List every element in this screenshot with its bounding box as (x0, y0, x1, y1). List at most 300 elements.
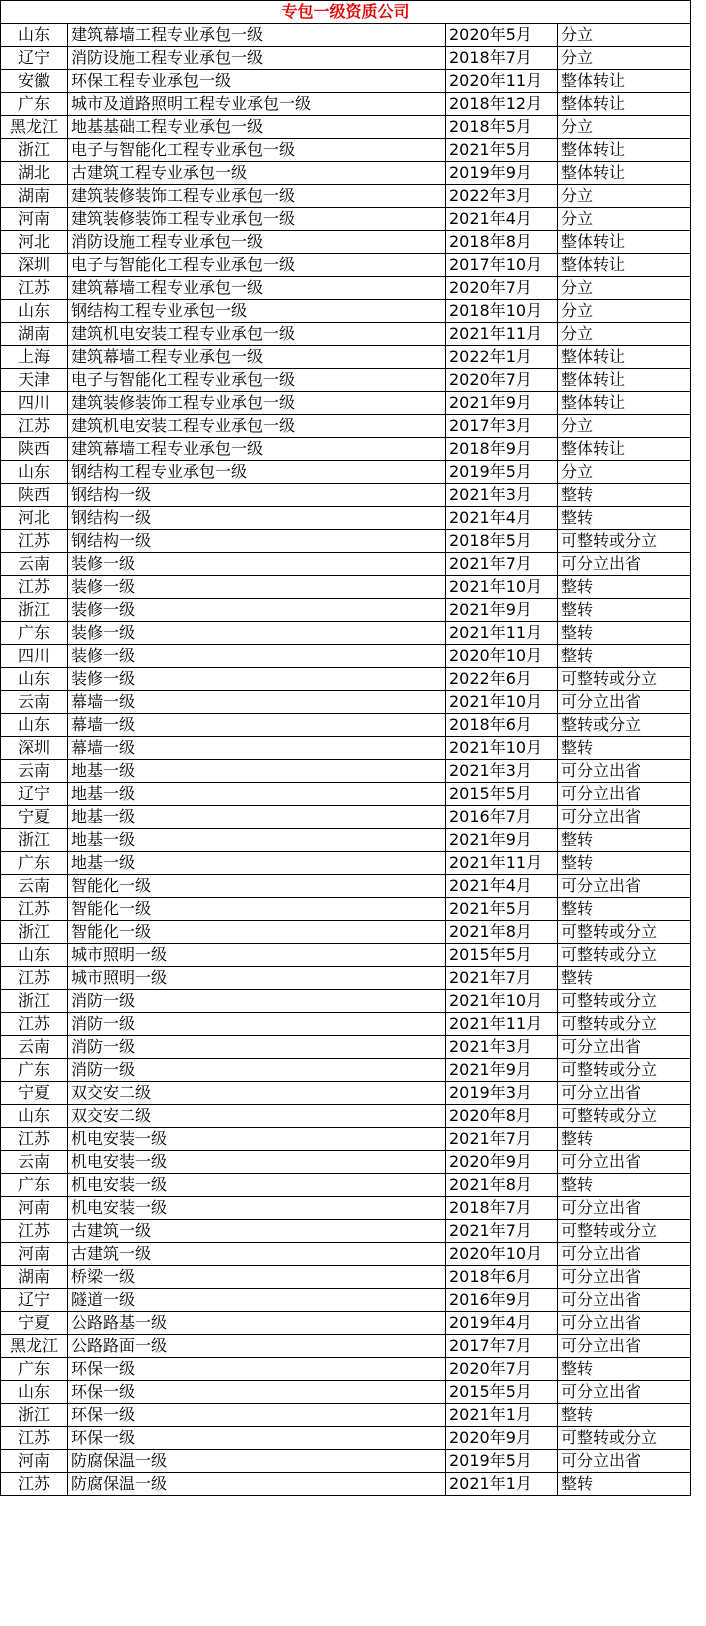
table-row (1, 185, 691, 208)
table-row (1, 254, 691, 277)
table-row (1, 806, 691, 829)
province-cell: 河南 (1, 208, 68, 231)
qualification-cell: 双交安二级 (68, 1105, 446, 1128)
qualification-cell: 钢结构一级 (68, 484, 446, 507)
table-row (1, 392, 691, 415)
province-cell: 山东 (1, 1105, 68, 1128)
date-cell: 2021年7月 (446, 1128, 558, 1151)
date-cell: 2021年9月 (446, 1059, 558, 1082)
table-row (1, 1381, 691, 1404)
transfer-type-cell: 可分立出省 (558, 553, 691, 576)
transfer-type-cell: 可分立出省 (558, 1450, 691, 1473)
transfer-type-cell: 可整转或分立 (558, 921, 691, 944)
transfer-type-cell: 可整转或分立 (558, 990, 691, 1013)
qualification-cell: 防腐保温一级 (68, 1473, 446, 1496)
qualification-cell: 建筑装修装饰工程专业承包一级 (68, 208, 446, 231)
province-cell: 上海 (1, 346, 68, 369)
transfer-type-cell: 整体转让 (558, 392, 691, 415)
table-row (1, 93, 691, 116)
qualification-cell: 环保一级 (68, 1427, 446, 1450)
province-cell: 山东 (1, 1381, 68, 1404)
transfer-type-cell: 整转 (558, 1473, 691, 1496)
transfer-type-cell: 分立 (558, 277, 691, 300)
qualification-cell: 桥梁一级 (68, 1266, 446, 1289)
table-row (1, 139, 691, 162)
date-cell: 2021年11月 (446, 323, 558, 346)
table-row (1, 1243, 691, 1266)
transfer-type-cell: 可整转或分立 (558, 1013, 691, 1036)
province-cell: 河北 (1, 507, 68, 530)
table-row (1, 208, 691, 231)
qualification-cell: 地基一级 (68, 760, 446, 783)
date-cell: 2021年3月 (446, 484, 558, 507)
province-cell: 江苏 (1, 1220, 68, 1243)
qualification-cell: 双交安二级 (68, 1082, 446, 1105)
transfer-type-cell: 整转 (558, 1358, 691, 1381)
province-cell: 湖南 (1, 185, 68, 208)
qualification-cell: 装修一级 (68, 576, 446, 599)
table-row (1, 944, 691, 967)
date-cell: 2020年7月 (446, 369, 558, 392)
qualification-cell: 消防设施工程专业承包一级 (68, 231, 446, 254)
transfer-type-cell: 可分立出省 (558, 1197, 691, 1220)
transfer-type-cell: 整转 (558, 645, 691, 668)
table-row (1, 1013, 691, 1036)
date-cell: 2021年10月 (446, 737, 558, 760)
table-body (1, 1, 691, 1496)
table-row (1, 1473, 691, 1496)
transfer-type-cell: 可分立出省 (558, 1381, 691, 1404)
province-cell: 江苏 (1, 898, 68, 921)
table-row (1, 1335, 691, 1358)
date-cell: 2018年7月 (446, 1197, 558, 1220)
qualification-cell: 建筑幕墙工程专业承包一级 (68, 277, 446, 300)
transfer-type-cell: 分立 (558, 415, 691, 438)
province-cell: 江苏 (1, 576, 68, 599)
province-cell: 浙江 (1, 1404, 68, 1427)
table-row (1, 323, 691, 346)
transfer-type-cell: 可分立出省 (558, 875, 691, 898)
transfer-type-cell: 整体转让 (558, 70, 691, 93)
title-row (1, 1, 691, 24)
province-cell: 云南 (1, 760, 68, 783)
date-cell: 2019年4月 (446, 1312, 558, 1335)
qualification-cell: 电子与智能化工程专业承包一级 (68, 369, 446, 392)
table-row (1, 1312, 691, 1335)
date-cell: 2020年10月 (446, 1243, 558, 1266)
transfer-type-cell: 可整转或分立 (558, 1220, 691, 1243)
transfer-type-cell: 整转 (558, 1404, 691, 1427)
qualification-cell: 地基一级 (68, 829, 446, 852)
qualification-cell: 建筑装修装饰工程专业承包一级 (68, 392, 446, 415)
date-cell: 2021年9月 (446, 392, 558, 415)
table-row (1, 415, 691, 438)
province-cell: 湖南 (1, 1266, 68, 1289)
date-cell: 2018年9月 (446, 438, 558, 461)
transfer-type-cell: 整体转让 (558, 139, 691, 162)
date-cell: 2017年3月 (446, 415, 558, 438)
table-row (1, 1174, 691, 1197)
table-row (1, 1059, 691, 1082)
province-cell: 浙江 (1, 139, 68, 162)
province-cell: 广东 (1, 622, 68, 645)
transfer-type-cell: 整体转让 (558, 438, 691, 461)
qualification-cell: 地基一级 (68, 783, 446, 806)
province-cell: 深圳 (1, 737, 68, 760)
province-cell: 江苏 (1, 1013, 68, 1036)
transfer-type-cell: 整转 (558, 829, 691, 852)
date-cell: 2021年7月 (446, 967, 558, 990)
province-cell: 山东 (1, 944, 68, 967)
transfer-type-cell: 整转 (558, 1128, 691, 1151)
transfer-type-cell: 可分立出省 (558, 1082, 691, 1105)
province-cell: 宁夏 (1, 1082, 68, 1105)
province-cell: 浙江 (1, 921, 68, 944)
transfer-type-cell: 可分立出省 (558, 1151, 691, 1174)
date-cell: 2021年3月 (446, 760, 558, 783)
table-row (1, 162, 691, 185)
qualification-cell: 城市及道路照明工程专业承包一级 (68, 93, 446, 116)
table-row (1, 369, 691, 392)
province-cell: 江苏 (1, 530, 68, 553)
transfer-type-cell: 整转 (558, 507, 691, 530)
qualification-cell: 装修一级 (68, 622, 446, 645)
province-cell: 广东 (1, 852, 68, 875)
table-row (1, 461, 691, 484)
qualification-cell: 智能化一级 (68, 898, 446, 921)
transfer-type-cell: 可分立出省 (558, 1289, 691, 1312)
province-cell: 宁夏 (1, 806, 68, 829)
province-cell: 辽宁 (1, 1289, 68, 1312)
table-row (1, 484, 691, 507)
province-cell: 云南 (1, 875, 68, 898)
province-cell: 陕西 (1, 438, 68, 461)
table-row (1, 1105, 691, 1128)
transfer-type-cell: 分立 (558, 24, 691, 47)
transfer-type-cell: 可分立出省 (558, 1312, 691, 1335)
date-cell: 2021年7月 (446, 553, 558, 576)
table-row (1, 967, 691, 990)
table-row (1, 1289, 691, 1312)
transfer-type-cell: 分立 (558, 116, 691, 139)
transfer-type-cell: 整转 (558, 967, 691, 990)
date-cell: 2019年3月 (446, 1082, 558, 1105)
date-cell: 2020年5月 (446, 24, 558, 47)
province-cell: 山东 (1, 300, 68, 323)
transfer-type-cell: 分立 (558, 323, 691, 346)
qualification-cell: 幕墙一级 (68, 691, 446, 714)
transfer-type-cell: 整转 (558, 1174, 691, 1197)
province-cell: 山东 (1, 24, 68, 47)
qualification-cell: 建筑幕墙工程专业承包一级 (68, 346, 446, 369)
transfer-type-cell: 可整转或分立 (558, 944, 691, 967)
table-row (1, 24, 691, 47)
transfer-type-cell: 整转 (558, 599, 691, 622)
province-cell: 宁夏 (1, 1312, 68, 1335)
table-row (1, 622, 691, 645)
transfer-type-cell: 整转 (558, 484, 691, 507)
qualification-cell: 隧道一级 (68, 1289, 446, 1312)
date-cell: 2021年1月 (446, 1473, 558, 1496)
transfer-type-cell: 可分立出省 (558, 1036, 691, 1059)
table-row (1, 921, 691, 944)
qualification-cell: 城市照明一级 (68, 944, 446, 967)
date-cell: 2022年3月 (446, 185, 558, 208)
date-cell: 2021年10月 (446, 576, 558, 599)
province-cell: 安徽 (1, 70, 68, 93)
date-cell: 2016年7月 (446, 806, 558, 829)
province-cell: 天津 (1, 369, 68, 392)
date-cell: 2020年9月 (446, 1151, 558, 1174)
transfer-type-cell: 可分立出省 (558, 1335, 691, 1358)
province-cell: 河北 (1, 231, 68, 254)
province-cell: 云南 (1, 1036, 68, 1059)
date-cell: 2021年8月 (446, 921, 558, 944)
province-cell: 山东 (1, 714, 68, 737)
transfer-type-cell: 可整转或分立 (558, 1059, 691, 1082)
date-cell: 2019年5月 (446, 461, 558, 484)
qualification-cell: 环保一级 (68, 1358, 446, 1381)
date-cell: 2017年7月 (446, 1335, 558, 1358)
table-row (1, 277, 691, 300)
table-row (1, 231, 691, 254)
date-cell: 2021年10月 (446, 691, 558, 714)
province-cell: 四川 (1, 645, 68, 668)
transfer-type-cell: 整体转让 (558, 346, 691, 369)
transfer-type-cell: 可分立出省 (558, 1243, 691, 1266)
qualification-cell: 公路路基一级 (68, 1312, 446, 1335)
qualification-cell: 智能化一级 (68, 875, 446, 898)
table-row (1, 1128, 691, 1151)
qualification-cell: 装修一级 (68, 668, 446, 691)
qualification-cell: 地基基础工程专业承包一级 (68, 116, 446, 139)
qualification-cell: 消防一级 (68, 1059, 446, 1082)
date-cell: 2021年5月 (446, 898, 558, 921)
date-cell: 2021年11月 (446, 1013, 558, 1036)
table-row (1, 668, 691, 691)
qualification-cell: 钢结构工程专业承包一级 (68, 300, 446, 323)
province-cell: 浙江 (1, 599, 68, 622)
transfer-type-cell: 整转或分立 (558, 714, 691, 737)
province-cell: 河南 (1, 1197, 68, 1220)
qualification-cell: 钢结构一级 (68, 530, 446, 553)
province-cell: 江苏 (1, 277, 68, 300)
province-cell: 广东 (1, 93, 68, 116)
date-cell: 2020年8月 (446, 1105, 558, 1128)
date-cell: 2020年7月 (446, 1358, 558, 1381)
province-cell: 陕西 (1, 484, 68, 507)
date-cell: 2018年6月 (446, 714, 558, 737)
table-row (1, 300, 691, 323)
date-cell: 2015年5月 (446, 783, 558, 806)
table-row (1, 691, 691, 714)
province-cell: 辽宁 (1, 47, 68, 70)
date-cell: 2018年7月 (446, 47, 558, 70)
transfer-type-cell: 可分立出省 (558, 783, 691, 806)
table-row (1, 599, 691, 622)
date-cell: 2019年9月 (446, 162, 558, 185)
date-cell: 2021年4月 (446, 208, 558, 231)
date-cell: 2018年10月 (446, 300, 558, 323)
qualification-cell: 环保一级 (68, 1381, 446, 1404)
transfer-type-cell: 可整转或分立 (558, 668, 691, 691)
table-row (1, 576, 691, 599)
province-cell: 山东 (1, 668, 68, 691)
date-cell: 2021年3月 (446, 1036, 558, 1059)
qualification-cell: 装修一级 (68, 599, 446, 622)
province-cell: 江苏 (1, 967, 68, 990)
table-row (1, 1404, 691, 1427)
transfer-type-cell: 分立 (558, 47, 691, 70)
qualification-cell: 智能化一级 (68, 921, 446, 944)
qualification-cell: 公路路面一级 (68, 1335, 446, 1358)
province-cell: 黑龙江 (1, 1335, 68, 1358)
date-cell: 2022年6月 (446, 668, 558, 691)
table-row (1, 1450, 691, 1473)
table-row (1, 346, 691, 369)
table-title: 专包一级资质公司 (1, 1, 691, 24)
transfer-type-cell: 可分立出省 (558, 760, 691, 783)
table-row (1, 1197, 691, 1220)
table-row (1, 1358, 691, 1381)
qualification-cell: 环保一级 (68, 1404, 446, 1427)
date-cell: 2018年12月 (446, 93, 558, 116)
transfer-type-cell: 可整转或分立 (558, 1105, 691, 1128)
province-cell: 河南 (1, 1243, 68, 1266)
transfer-type-cell: 可分立出省 (558, 691, 691, 714)
qualification-cell: 电子与智能化工程专业承包一级 (68, 139, 446, 162)
province-cell: 江苏 (1, 1128, 68, 1151)
province-cell: 广东 (1, 1174, 68, 1197)
date-cell: 2020年11月 (446, 70, 558, 93)
table-row (1, 1427, 691, 1450)
date-cell: 2021年5月 (446, 139, 558, 162)
table-row (1, 898, 691, 921)
province-cell: 山东 (1, 461, 68, 484)
province-cell: 河南 (1, 1450, 68, 1473)
date-cell: 2018年5月 (446, 530, 558, 553)
qualification-cell: 幕墙一级 (68, 714, 446, 737)
transfer-type-cell: 整体转让 (558, 254, 691, 277)
transfer-type-cell: 可分立出省 (558, 806, 691, 829)
date-cell: 2021年11月 (446, 852, 558, 875)
province-cell: 云南 (1, 553, 68, 576)
province-cell: 四川 (1, 392, 68, 415)
qualification-cell: 环保工程专业承包一级 (68, 70, 446, 93)
table-row (1, 553, 691, 576)
qualification-cell: 机电安装一级 (68, 1151, 446, 1174)
table-row (1, 829, 691, 852)
province-cell: 江苏 (1, 1427, 68, 1450)
qualification-cell: 建筑机电安装工程专业承包一级 (68, 415, 446, 438)
date-cell: 2021年11月 (446, 622, 558, 645)
transfer-type-cell: 分立 (558, 300, 691, 323)
transfer-type-cell: 可分立出省 (558, 1266, 691, 1289)
table-row (1, 70, 691, 93)
date-cell: 2018年8月 (446, 231, 558, 254)
transfer-type-cell: 整转 (558, 576, 691, 599)
transfer-type-cell: 整体转让 (558, 369, 691, 392)
date-cell: 2021年7月 (446, 1220, 558, 1243)
qualification-cell: 城市照明一级 (68, 967, 446, 990)
province-cell: 广东 (1, 1059, 68, 1082)
province-cell: 浙江 (1, 829, 68, 852)
table-row (1, 438, 691, 461)
date-cell: 2021年8月 (446, 1174, 558, 1197)
qualification-cell: 电子与智能化工程专业承包一级 (68, 254, 446, 277)
date-cell: 2019年5月 (446, 1450, 558, 1473)
qualification-cell: 地基一级 (68, 806, 446, 829)
province-cell: 辽宁 (1, 783, 68, 806)
qualification-cell: 幕墙一级 (68, 737, 446, 760)
province-cell: 黑龙江 (1, 116, 68, 139)
transfer-type-cell: 可整转或分立 (558, 530, 691, 553)
table-row (1, 1151, 691, 1174)
date-cell: 2015年5月 (446, 1381, 558, 1404)
province-cell: 江苏 (1, 1473, 68, 1496)
table-row (1, 116, 691, 139)
table-row (1, 1082, 691, 1105)
qualification-cell: 消防一级 (68, 1036, 446, 1059)
qualification-cell: 古建筑一级 (68, 1243, 446, 1266)
province-cell: 浙江 (1, 990, 68, 1013)
date-cell: 2020年10月 (446, 645, 558, 668)
province-cell: 湖北 (1, 162, 68, 185)
transfer-type-cell: 整转 (558, 852, 691, 875)
qualification-cell: 机电安装一级 (68, 1174, 446, 1197)
province-cell: 深圳 (1, 254, 68, 277)
date-cell: 2021年4月 (446, 875, 558, 898)
table-row (1, 714, 691, 737)
qualification-cell: 消防设施工程专业承包一级 (68, 47, 446, 70)
province-cell: 湖南 (1, 323, 68, 346)
transfer-type-cell: 整转 (558, 737, 691, 760)
qualification-cell: 防腐保温一级 (68, 1450, 446, 1473)
province-cell: 江苏 (1, 415, 68, 438)
qualification-cell: 地基一级 (68, 852, 446, 875)
qualification-cell: 钢结构一级 (68, 507, 446, 530)
date-cell: 2020年7月 (446, 277, 558, 300)
table-row (1, 1220, 691, 1243)
date-cell: 2017年10月 (446, 254, 558, 277)
transfer-type-cell: 整体转让 (558, 93, 691, 116)
province-cell: 云南 (1, 691, 68, 714)
qualification-cell: 装修一级 (68, 645, 446, 668)
table-row (1, 783, 691, 806)
qualification-cell: 装修一级 (68, 553, 446, 576)
qualification-cell: 机电安装一级 (68, 1128, 446, 1151)
transfer-type-cell: 整体转让 (558, 162, 691, 185)
date-cell: 2022年1月 (446, 346, 558, 369)
date-cell: 2021年9月 (446, 829, 558, 852)
table-row (1, 530, 691, 553)
table-row (1, 1266, 691, 1289)
qualification-cell: 建筑装修装饰工程专业承包一级 (68, 185, 446, 208)
table-row (1, 760, 691, 783)
qualification-cell: 消防一级 (68, 1013, 446, 1036)
transfer-type-cell: 分立 (558, 185, 691, 208)
table-row (1, 875, 691, 898)
date-cell: 2021年9月 (446, 599, 558, 622)
transfer-type-cell: 可整转或分立 (558, 1427, 691, 1450)
table-row (1, 47, 691, 70)
date-cell: 2021年1月 (446, 1404, 558, 1427)
transfer-type-cell: 整转 (558, 898, 691, 921)
qualification-cell: 建筑幕墙工程专业承包一级 (68, 438, 446, 461)
date-cell: 2020年9月 (446, 1427, 558, 1450)
qualification-cell: 建筑机电安装工程专业承包一级 (68, 323, 446, 346)
table-row (1, 852, 691, 875)
